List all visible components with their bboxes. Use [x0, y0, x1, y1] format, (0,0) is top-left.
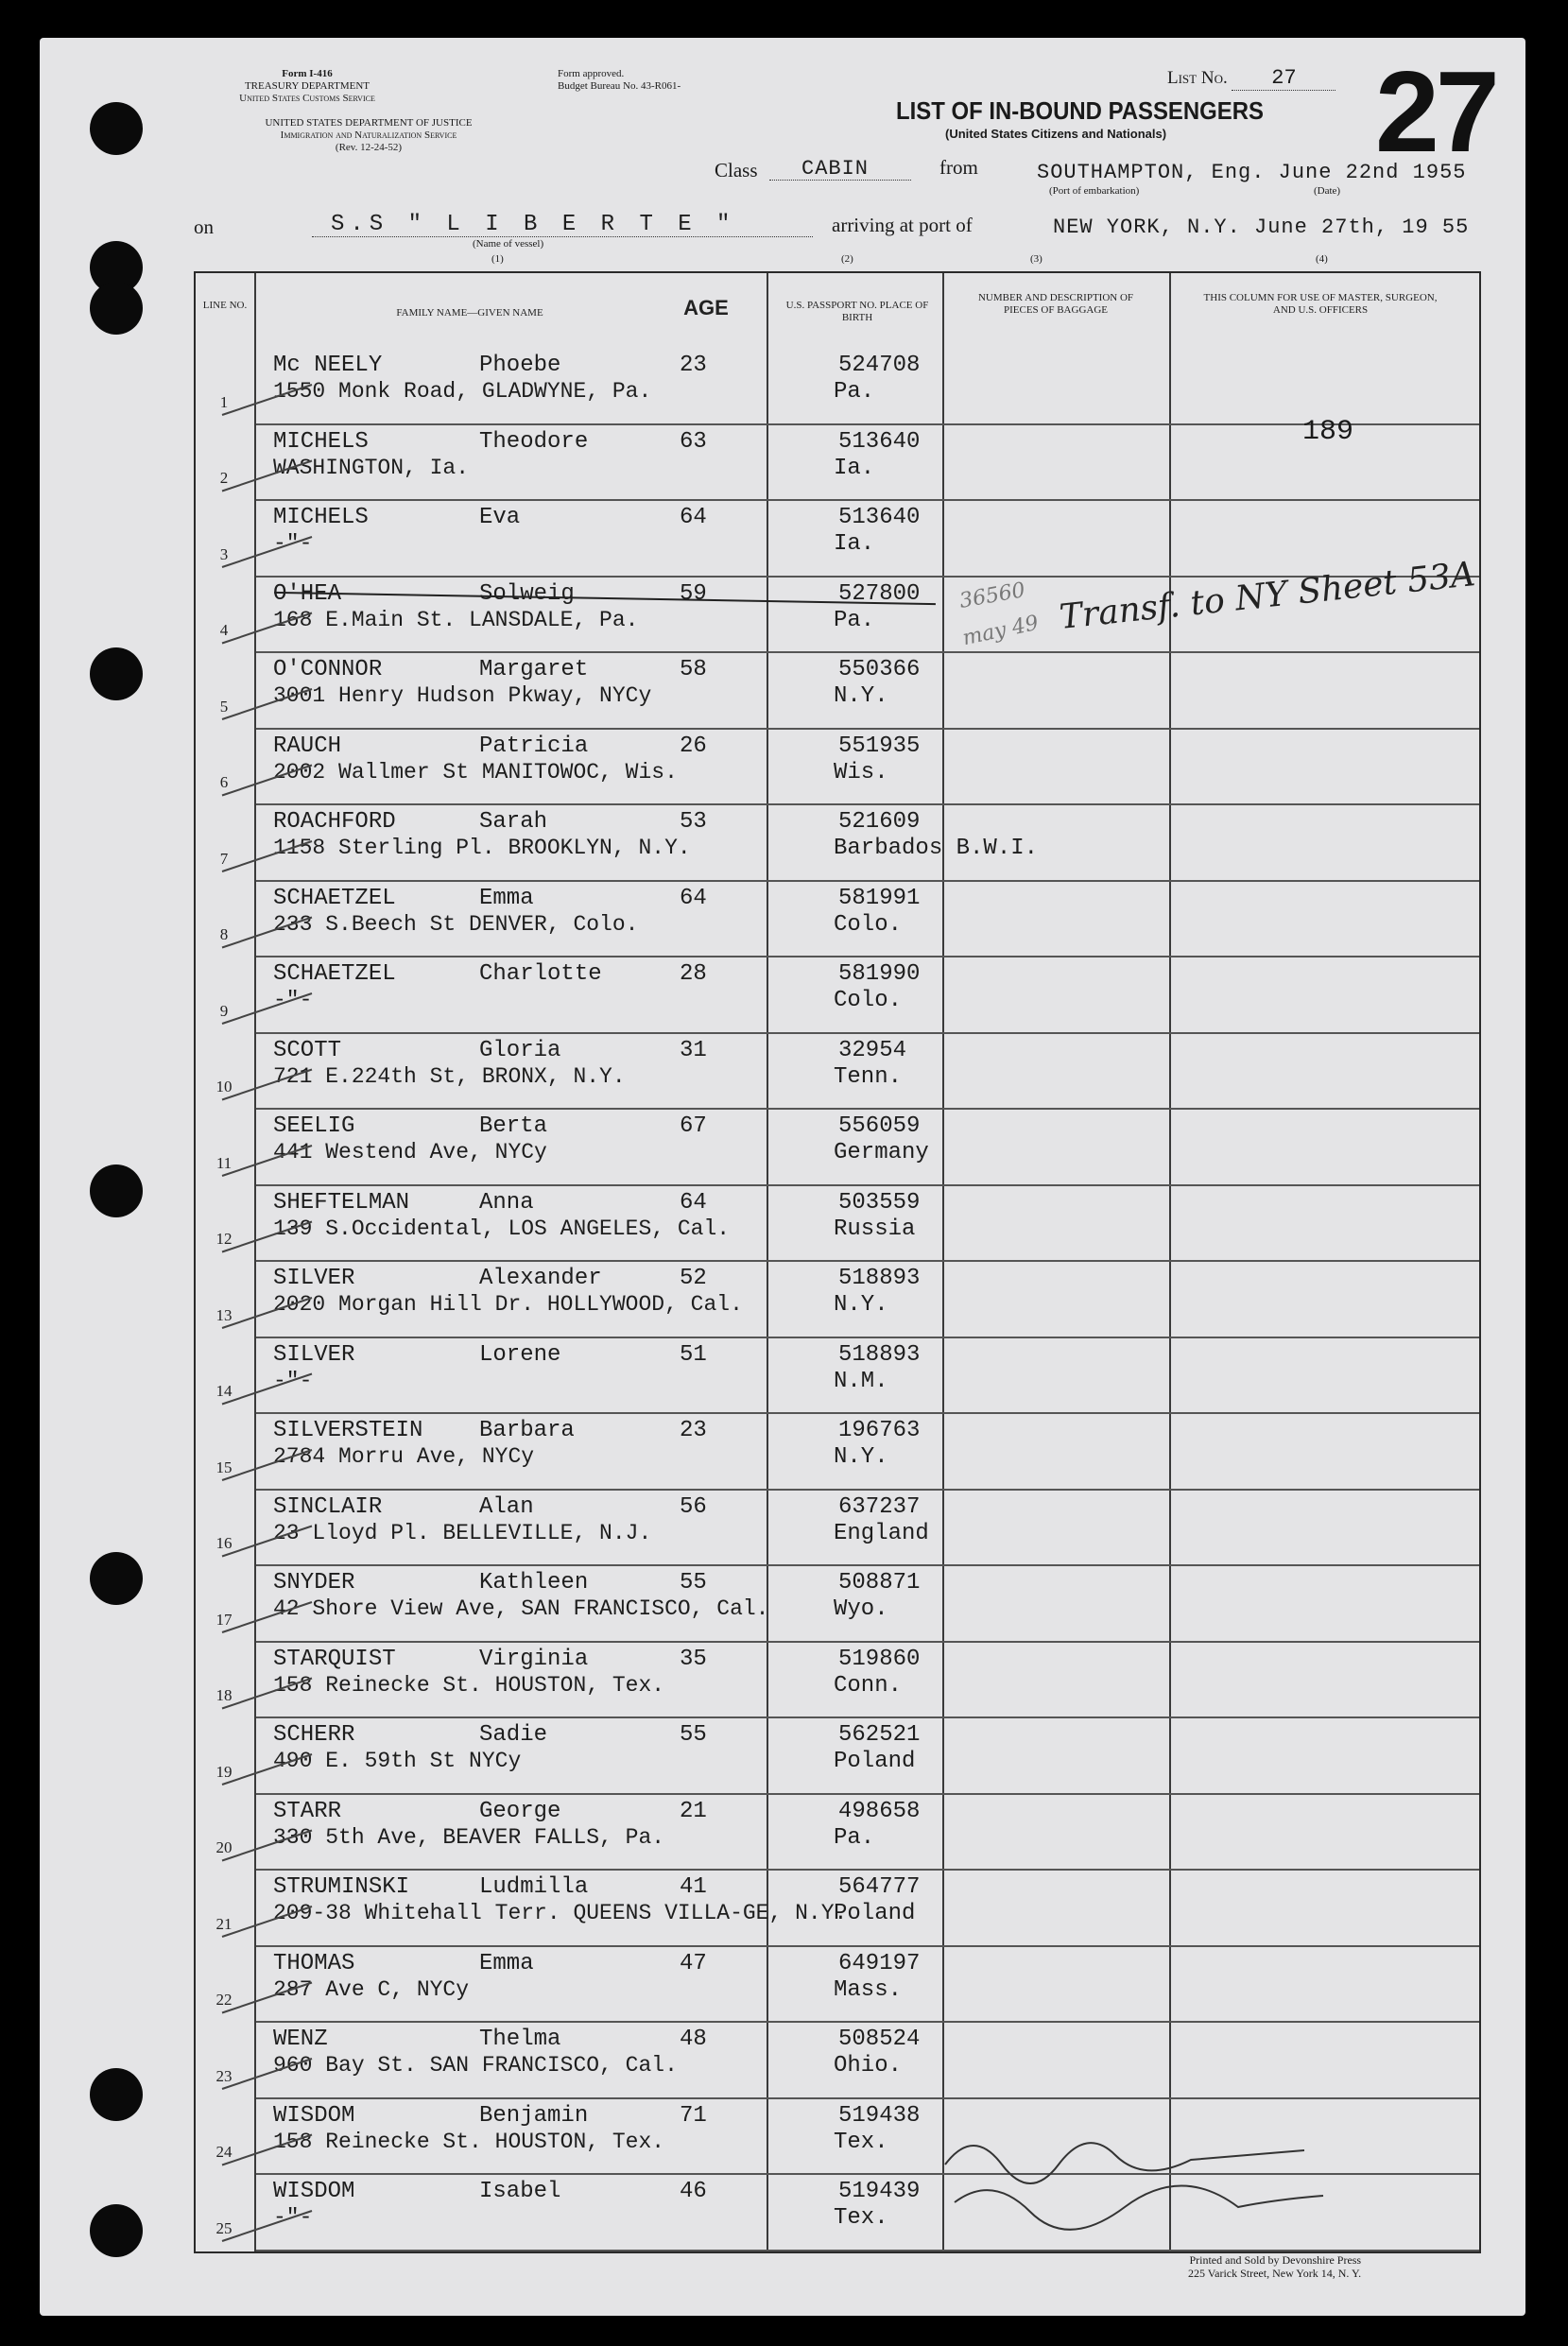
place-of-birth: Germany — [834, 1140, 929, 1165]
pencil-tick — [222, 1831, 312, 1861]
passport-number: 508871 — [838, 1570, 921, 1596]
line-number: 2 — [219, 469, 229, 487]
age: 35 — [680, 1646, 707, 1672]
family-name: SILVER — [273, 1266, 355, 1291]
justice-dept: UNITED STATES DEPARTMENT OF JUSTICE — [265, 117, 473, 129]
arriving-label: arriving at port of — [832, 214, 973, 236]
pencil-tick — [222, 613, 312, 644]
passport-number: 649197 — [838, 1950, 921, 1976]
vessel-name: S.S " L I B E R T E " — [331, 212, 736, 237]
family-name: O'HEA — [273, 580, 342, 607]
from-label: from — [939, 156, 978, 179]
on-label: on — [194, 216, 214, 238]
passport-scribble: 36560 — [957, 578, 1027, 613]
age: 21 — [680, 1798, 707, 1824]
printer-line-2: 225 Varick Street, New York 14, N. Y. — [1188, 2267, 1362, 2280]
given-name: Emma — [479, 1950, 534, 1976]
col2-caption: (2) — [841, 253, 853, 265]
form-title: LIST OF IN-BOUND PASSENGERS — [896, 96, 1264, 125]
place-of-birth: Ia. — [834, 531, 875, 557]
given-name: Phoebe — [479, 353, 561, 378]
printer-line-1: Printed and Sold by Devonshire Press — [1189, 2253, 1362, 2267]
form-number: Form I-416 — [282, 68, 333, 79]
address: 441 Westend Ave, NYCy — [273, 1140, 547, 1164]
age: 46 — [680, 2179, 707, 2204]
pencil-tick — [222, 1222, 312, 1252]
place-of-birth: Russia — [834, 1216, 916, 1242]
ins-service: Immigration and Naturalization Service — [280, 129, 457, 141]
vessel-caption: (Name of vessel) — [473, 238, 544, 250]
given-name: Theodore — [479, 428, 589, 455]
place-of-birth: Pa. — [834, 1824, 875, 1851]
class-value: CABIN — [801, 157, 870, 181]
line-number: 9 — [219, 1001, 229, 1020]
line-number: 5 — [219, 697, 229, 716]
place-of-birth: England — [834, 1520, 929, 1546]
place-of-birth: Conn. — [834, 1672, 903, 1699]
place-of-birth: Mass. — [834, 1976, 903, 2003]
given-name: Ludmilla — [479, 1874, 589, 1900]
passport-scribble-2: may 49 — [960, 611, 1042, 651]
age: 56 — [680, 1493, 707, 1520]
family-name: SCHERR — [273, 1722, 355, 1748]
pencil-tick — [222, 689, 312, 719]
line-number: 21 — [215, 1914, 233, 1933]
date-caption: (Date) — [1314, 185, 1341, 197]
passport-number: 32954 — [838, 1037, 907, 1063]
line-number: 14 — [215, 1382, 233, 1400]
family-name: SINCLAIR — [273, 1493, 383, 1520]
family-name: MICHELS — [273, 428, 369, 455]
col-head-passport: U.S. PASSPORT NO. PLACE OF BIRTH — [785, 300, 929, 323]
given-name: Sarah — [479, 809, 548, 835]
passport-number: 562521 — [838, 1722, 921, 1748]
address: 233 S.Beech St DENVER, Colo. — [273, 911, 639, 937]
pencil-tick — [222, 1679, 312, 1709]
given-name: Berta — [479, 1113, 548, 1139]
big-list-number: 27 — [1375, 47, 1496, 176]
given-name: Benjamin — [479, 2102, 589, 2129]
address: 158 Reinecke St. HOUSTON, Tex. — [273, 1672, 665, 1698]
line-number: 17 — [215, 1610, 233, 1629]
family-name: THOMAS — [273, 1950, 355, 1976]
line-number: 24 — [215, 2143, 233, 2161]
age: 47 — [680, 1950, 707, 1976]
given-name: Eva — [479, 505, 521, 530]
family-name: RAUCH — [273, 733, 342, 759]
age: 63 — [680, 428, 707, 455]
family-name: O'CONNOR — [273, 657, 383, 682]
signature-scrawl — [945, 2143, 1323, 2230]
place-of-birth: Ia. — [834, 455, 875, 481]
given-name: George — [479, 1798, 561, 1824]
age: 64 — [680, 885, 707, 911]
family-name: SILVER — [273, 1341, 355, 1368]
passport-number: 521609 — [838, 809, 921, 835]
list-no-value: 27 — [1271, 66, 1297, 90]
passport-number: 518893 — [838, 1341, 921, 1368]
place-of-birth: Poland — [834, 1901, 916, 1926]
place-of-birth: Tenn. — [834, 1063, 903, 1090]
given-name: Kathleen — [479, 1570, 589, 1596]
address: 209-38 Whitehall Terr. QUEENS VILLA-GE, N.Y. — [273, 1901, 848, 1925]
line-number: 11 — [215, 1153, 233, 1172]
pencil-tick — [222, 461, 312, 492]
given-name: Gloria — [479, 1037, 561, 1063]
budget-bureau: Budget Bureau No. 43-R061- — [558, 80, 681, 92]
place-of-birth: Ohio. — [834, 2053, 903, 2079]
place-of-birth: Tex. — [834, 2129, 888, 2155]
passport-number: 564777 — [838, 1874, 921, 1900]
age: 52 — [680, 1266, 707, 1291]
family-name: STARR — [273, 1798, 342, 1824]
pencil-tick — [222, 2135, 312, 2165]
pencil-tick — [222, 1298, 312, 1328]
line-number: 3 — [219, 544, 229, 563]
address: 2784 Morru Ave, NYCy — [273, 1444, 535, 1469]
family-name: MICHELS — [273, 505, 369, 530]
transfer-note: Transf. to NY Sheet 53A — [1058, 555, 1477, 637]
place-of-birth: Tex. — [834, 2205, 888, 2231]
col-head-age: AGE — [683, 296, 729, 319]
passport-number: 503559 — [838, 1189, 921, 1216]
pencil-tick — [222, 537, 312, 567]
age: 23 — [680, 1418, 707, 1443]
family-name: Mc NEELY — [273, 353, 383, 378]
passport-number: 556059 — [838, 1113, 921, 1139]
line-number: 22 — [215, 1991, 233, 2009]
form-subtitle: (United States Citizens and Nationals) — [945, 127, 1167, 141]
age: 55 — [680, 1570, 707, 1596]
address: WASHINGTON, Ia. — [273, 455, 470, 480]
address: 158 Reinecke St. HOUSTON, Tex. — [273, 2129, 665, 2154]
address: 490 E. 59th St NYCy — [273, 1749, 522, 1773]
given-name: Margaret — [479, 657, 589, 682]
address: 2020 Morgan Hill Dr. HOLLYWOOD, Cal. — [273, 1292, 743, 1317]
age: 64 — [680, 505, 707, 530]
line-number: 1 — [219, 392, 229, 411]
age: 48 — [680, 2027, 707, 2052]
family-name: SILVERSTEIN — [273, 1418, 423, 1443]
age: 58 — [680, 657, 707, 682]
family-name: SHEFTELMAN — [273, 1189, 410, 1216]
given-name: Virginia — [479, 1646, 589, 1672]
address: -"- — [273, 988, 313, 1012]
passport-number: 581990 — [838, 961, 921, 987]
given-name: Thelma — [479, 2027, 561, 2052]
pencil-tick — [222, 2211, 312, 2241]
passport-number: 551935 — [838, 733, 921, 759]
line-number: 4 — [219, 621, 229, 639]
line-number: 23 — [215, 2066, 233, 2085]
passport-number: 581991 — [838, 885, 921, 911]
list-no-label: List No. — [1167, 68, 1228, 88]
line-number: 16 — [215, 1534, 233, 1552]
given-name: Alexander — [479, 1266, 602, 1291]
address: 2002 Wallmer St MANITOWOC, Wis. — [273, 759, 678, 785]
given-name: Alan — [479, 1493, 534, 1520]
pencil-tick — [222, 766, 312, 796]
place-of-birth: Barbados B.W.I. — [834, 836, 1039, 861]
embarkation-port: SOUTHAMPTON, Eng. June 22nd 1955 — [1037, 161, 1467, 184]
given-name: Anna — [479, 1189, 534, 1216]
age: 64 — [680, 1189, 707, 1216]
address: 139 S.Occidental, LOS ANGELES, Cal. — [273, 1216, 731, 1241]
passport-number: 524708 — [838, 353, 921, 378]
family-name: SCHAETZEL — [273, 885, 396, 911]
officer-count: 189 — [1302, 416, 1354, 448]
address: -"- — [273, 531, 313, 556]
arrival-port: NEW YORK, N.Y. June 27th, 19 55 — [1053, 216, 1470, 239]
given-name: Lorene — [479, 1341, 561, 1368]
given-name: Patricia — [479, 733, 589, 759]
pencil-tick — [222, 1527, 312, 1557]
family-name: SEELIG — [273, 1113, 355, 1139]
address: 168 E.Main St. LANSDALE, Pa. — [273, 607, 639, 632]
treasury-dept: TREASURY DEPARTMENT — [244, 80, 370, 92]
revision-date: (Rev. 12-24-52) — [335, 142, 403, 153]
line-number: 8 — [219, 925, 229, 943]
line-number: 12 — [215, 1230, 233, 1248]
passport-number: 513640 — [838, 505, 921, 530]
line-number: 6 — [219, 773, 229, 791]
family-name: WISDOM — [273, 2102, 355, 2129]
address: -"- — [273, 1368, 313, 1393]
passport-number: 508524 — [838, 2027, 921, 2052]
pencil-tick — [222, 1146, 312, 1176]
line-number: 20 — [215, 1838, 233, 1856]
place-of-birth: N.Y. — [834, 1292, 888, 1318]
age: 23 — [680, 353, 707, 378]
given-name: Isabel — [479, 2179, 561, 2204]
customs-service: United States Customs Service — [239, 93, 375, 104]
pencil-tick — [222, 1450, 312, 1480]
place-of-birth: N.M. — [834, 1368, 888, 1394]
pencil-tick — [222, 1602, 312, 1632]
passport-number: 519439 — [838, 2179, 921, 2204]
family-name: STARQUIST — [273, 1646, 396, 1672]
passport-number: 519438 — [838, 2102, 921, 2129]
age: 28 — [680, 961, 707, 987]
place-of-birth: N.Y. — [834, 1444, 888, 1470]
col-head-name: FAMILY NAME—GIVEN NAME — [396, 307, 543, 319]
pencil-tick — [222, 918, 312, 948]
age: 31 — [680, 1037, 707, 1063]
pencil-tick — [222, 841, 312, 871]
given-name: Sadie — [479, 1722, 548, 1748]
pencil-tick — [222, 385, 312, 415]
line-number: 13 — [215, 1305, 233, 1324]
family-name: SCOTT — [273, 1037, 342, 1063]
place-of-birth: N.Y. — [834, 683, 888, 709]
address: -"- — [273, 2205, 313, 2230]
line-number: 10 — [215, 1078, 233, 1095]
col-head-line-no: LINE NO. — [202, 300, 248, 311]
passport-number: 637237 — [838, 1493, 921, 1520]
place-of-birth: Colo. — [834, 911, 903, 938]
family-name: SNYDER — [273, 1570, 355, 1596]
place-of-birth: Pa. — [834, 379, 875, 405]
port-caption: (Port of embarkation) — [1049, 185, 1140, 197]
pencil-tick — [222, 993, 312, 1024]
age: 26 — [680, 733, 707, 759]
passport-number: 550366 — [838, 657, 921, 682]
pencil-tick — [222, 2059, 312, 2089]
age: 51 — [680, 1341, 707, 1368]
col-head-baggage: NUMBER AND DESCRIPTION OF PIECES OF BAGGAGE — [977, 292, 1134, 316]
place-of-birth: Colo. — [834, 988, 903, 1013]
family-name: ROACHFORD — [273, 809, 396, 835]
passport-number: 196763 — [838, 1418, 921, 1443]
address: 287 Ave C, NYCy — [273, 1976, 470, 2002]
form-approved: Form approved. — [558, 68, 625, 79]
given-name: Emma — [479, 885, 534, 911]
address: 1550 Monk Road, GLADWYNE, Pa. — [273, 379, 652, 404]
address: 1158 Sterling Pl. BROOKLYN, N.Y. — [273, 836, 691, 860]
age: 53 — [680, 809, 707, 835]
line-number: 25 — [215, 2218, 233, 2237]
pencil-tick — [222, 1374, 312, 1405]
family-name: STRUMINSKI — [273, 1874, 410, 1900]
age: 59 — [680, 580, 707, 607]
age: 71 — [680, 2102, 707, 2129]
passport-number: 518893 — [838, 1266, 921, 1291]
age: 55 — [680, 1722, 707, 1748]
line-number: 18 — [215, 1686, 233, 1704]
family-name: WENZ — [273, 2027, 328, 2052]
place-of-birth: Wis. — [834, 759, 888, 785]
age: 67 — [680, 1113, 707, 1139]
pencil-tick — [222, 1983, 312, 2013]
class-label: Class — [715, 159, 758, 181]
line-number: 19 — [215, 1762, 233, 1781]
address: 3001 Henry Hudson Pkway, NYCy — [273, 683, 652, 708]
age: 41 — [680, 1874, 707, 1900]
place-of-birth: Wyo. — [834, 1596, 888, 1622]
col4-caption: (4) — [1316, 253, 1328, 265]
address: 960 Bay St. SAN FRANCISCO, Cal. — [273, 2053, 678, 2078]
given-name: Solweig — [479, 580, 575, 607]
passport-number: 527800 — [838, 580, 921, 607]
place-of-birth: Poland — [834, 1749, 916, 1774]
address: 330 5th Ave, BEAVER FALLS, Pa. — [273, 1824, 665, 1850]
given-name: Charlotte — [479, 961, 602, 987]
col3-caption: (3) — [1030, 253, 1042, 265]
passport-number: 519860 — [838, 1646, 921, 1672]
family-name: SCHAETZEL — [273, 961, 396, 987]
address: 42 Shore View Ave, SAN FRANCISCO, Cal. — [273, 1596, 769, 1621]
address: 721 E.224th St, BRONX, N.Y. — [273, 1063, 626, 1089]
pencil-tick — [222, 1906, 312, 1937]
pencil-tick — [222, 1070, 312, 1100]
family-name: WISDOM — [273, 2179, 355, 2204]
line-number: 15 — [215, 1458, 233, 1476]
place-of-birth: Pa. — [834, 607, 875, 633]
passport-number: 513640 — [838, 428, 921, 455]
line-number: 7 — [219, 849, 229, 868]
given-name: Barbara — [479, 1418, 575, 1443]
passport-number: 498658 — [838, 1798, 921, 1824]
pencil-tick — [222, 1754, 312, 1785]
vessel-col-no: (1) — [491, 253, 504, 265]
col-head-officers: THIS COLUMN FOR USE OF MASTER, SURGEON, AND U.S. OFFICERS — [1203, 292, 1438, 316]
address: 23 Lloyd Pl. BELLEVILLE, N.J. — [273, 1520, 652, 1545]
